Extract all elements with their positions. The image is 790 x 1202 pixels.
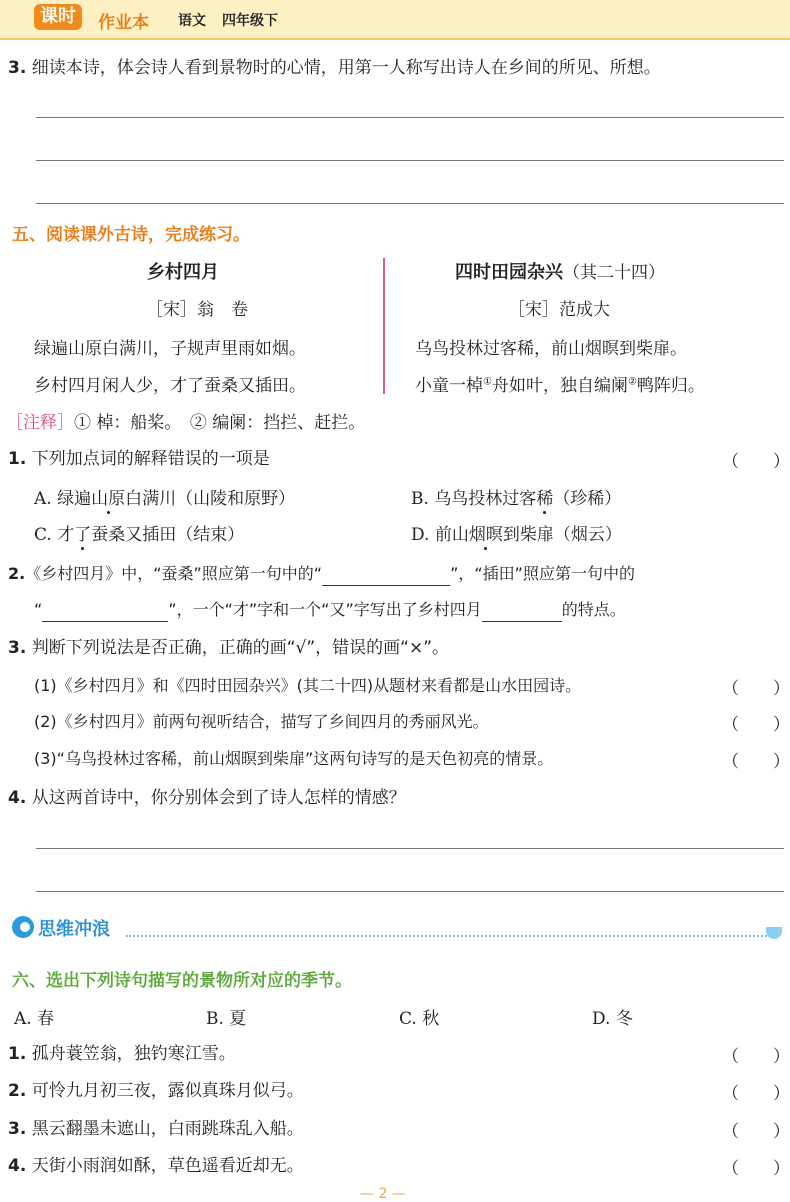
s5-question-1: 1. 下列加点词的解释错误的一项是: [8, 449, 270, 469]
s5-question-2-line-1: 2.《乡村四月》中，“蚕桑”照应第一句中的“ ”，“插田”照应第一句中的: [8, 562, 635, 586]
option-c[interactable]: C. 才了蚕桑又插田（结束）: [34, 520, 244, 545]
blank-3[interactable]: [482, 603, 562, 622]
section-banner: [8, 913, 784, 943]
season-option-c: C. 秋: [399, 1009, 440, 1029]
answer-paren[interactable]: （ ）: [722, 1159, 790, 1179]
poem-1-author: ［宋］翁 卷: [146, 300, 248, 320]
poem-divider: [383, 258, 385, 394]
season-option-d: D. 冬: [592, 1009, 633, 1029]
s6-item-1: 1. 孤舟蓑笠翁，独钓寒江雪。: [8, 1044, 236, 1064]
answer-line-3[interactable]: [36, 203, 784, 204]
question-text: 细读本诗，体会诗人看到景物时的心情，用第一人称写出诗人在乡间的所见、所想。: [31, 58, 661, 78]
option-a[interactable]: A. 绿遍山原白满川（山陵和原野）: [34, 484, 295, 509]
option-b[interactable]: B. 乌鸟投林过客稀（珍稀）: [411, 484, 621, 509]
answer-paren[interactable]: （ ）: [722, 1122, 790, 1142]
answer-paren[interactable]: （ ）: [722, 679, 790, 699]
section-5-title: 五、阅读课外古诗，完成练习。: [12, 225, 250, 245]
swirl-icon: [12, 916, 34, 938]
poem-1-title: 乡村四月: [147, 262, 219, 283]
poem-2-line-1: 乌鸟投林过客稀，前山烟暝到柴扉。: [415, 339, 687, 359]
s5-question-2-line-2: “ ”，一个“才”字和一个“又”字写出了乡村四月 的特点。: [34, 598, 626, 622]
judge-item-2: (2)《乡村四月》前两句视听结合，描写了乡间四月的秀丽风光。: [34, 712, 489, 731]
season-option-b: B. 夏: [206, 1009, 247, 1029]
annotation-label: ［注释］: [6, 413, 74, 433]
book-title: 作业本: [98, 13, 149, 33]
footnote-mark-1: ①: [483, 376, 492, 388]
judge-item-1: (1)《乡村四月》和《四时田园杂兴》(其二十四)从题材来看都是山水田园诗。: [34, 676, 582, 695]
answer-line-5[interactable]: [36, 891, 784, 892]
answer-line-2[interactable]: [36, 160, 784, 161]
page-number: — 2 —: [360, 1186, 406, 1202]
answer-paren[interactable]: （ ）: [722, 1084, 790, 1104]
poem-1-line-1: 绿遍山原白满川，子规声里雨如烟。: [34, 339, 306, 359]
banner-title: 思维冲浪: [38, 919, 110, 940]
answer-paren[interactable]: （ ）: [722, 715, 790, 735]
s6-item-3: 3. 黑云翻墨未遮山，白雨跳珠乱入船。: [8, 1119, 304, 1139]
banner-divider: [126, 935, 778, 937]
blank-2[interactable]: [42, 603, 168, 622]
poem-2-author: ［宋］范成大: [508, 300, 610, 320]
answer-paren[interactable]: （ ）: [722, 452, 790, 472]
page-header: [0, 0, 790, 40]
blank-1[interactable]: [322, 567, 450, 586]
s6-item-2: 2. 可怜九月初三夜，露似真珠月似弓。: [8, 1081, 304, 1101]
subject-label: 语文: [178, 13, 206, 29]
judge-item-3: (3)“乌鸟投林过客稀，前山烟暝到柴扉”这两句诗写的是天色初亮的情景。: [34, 749, 554, 768]
annotation: [6, 408, 365, 433]
s6-item-4: 4. 天街小雨润如酥，草色遥看近却无。: [8, 1156, 304, 1176]
answer-line-4[interactable]: [36, 848, 784, 849]
question-number: 3.: [8, 58, 27, 78]
footnote-mark-2: ②: [627, 376, 637, 388]
question-3-top: [8, 56, 661, 80]
s5-question-3: 3. 判断下列说法是否正确，正确的画“√”，错误的画“×”。: [8, 638, 450, 658]
annotation-text: ① 棹：船桨。 ② 编阑：挡拦、赶拦。: [74, 413, 366, 433]
answer-line-1[interactable]: [36, 117, 784, 118]
wave-icon: [766, 927, 782, 939]
s5-question-4: 4. 从这两首诗中，你分别体会到了诗人怎样的情感？: [8, 788, 406, 808]
poem-2-subtitle: （其二十四）: [563, 263, 665, 283]
grade-label: 四年级下: [222, 13, 278, 29]
poem-2-line-2: 小童一棹①舟如叶，独自编阑②鸭阵归。: [415, 376, 705, 396]
section-6-title: 六、选出下列诗句描写的景物所对应的季节。: [12, 971, 352, 991]
season-option-a: A. 春: [14, 1009, 55, 1029]
poem-2-title: 四时田园杂兴（其二十四）: [455, 262, 665, 283]
answer-paren[interactable]: （ ）: [722, 752, 790, 772]
brand-logo: 课时: [34, 4, 82, 30]
option-d[interactable]: D. 前山烟暝到柴扉（烟云）: [411, 520, 622, 545]
answer-paren[interactable]: （ ）: [722, 1047, 790, 1067]
poem-1-line-2: 乡村四月闲人少，才了蚕桑又插田。: [34, 376, 306, 396]
